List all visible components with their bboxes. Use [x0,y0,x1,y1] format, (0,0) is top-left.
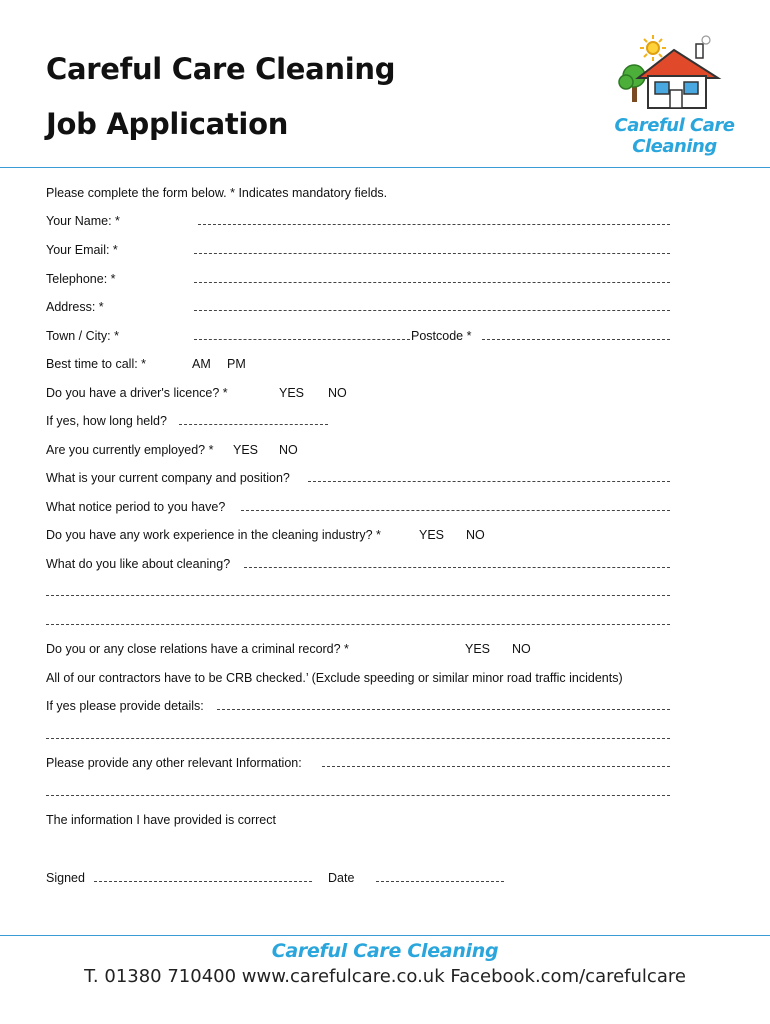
best-time-row [46,355,670,373]
best-time-am-option[interactable]: AM [192,357,211,371]
notice-label: What notice period to you have? [46,500,226,514]
logo-text-line1: Careful Care [614,115,735,136]
experience-yes-option[interactable]: YES [419,528,445,542]
postcode-field[interactable] [482,339,670,340]
other-info-continuation [46,783,670,801]
details-row [46,697,670,715]
form-intro: Please complete the form below. * Indicates mandatory fields. [46,186,388,200]
declaration-row [46,811,670,829]
signature-field[interactable] [94,881,312,882]
name-row [46,212,670,230]
declaration: The information I have provided is correct [46,813,276,827]
signed-label: Signed [46,871,85,885]
logo-text-line2: Cleaning [632,136,717,157]
criminal-yes-option[interactable]: YES [465,642,491,656]
date-label: Date [328,871,355,885]
employed-row [46,441,670,459]
criminal-label: Do you or any close relations have a criminal record? * [46,642,349,656]
footer-brand: Careful Care Cleaning [271,940,499,962]
details-label: If yes please provide details: [46,699,204,713]
experience-label: Do you have any work experience in the cleaning industry? * [46,528,381,542]
page-title: Careful Care Cleaning [46,52,396,86]
name-label: Your Name: * [46,214,120,228]
crb-note: All of our contractors have to be CRB checked.’ (Exclude speeding or similar minor road traffic incidents) [46,671,623,685]
criminal-row [46,640,670,658]
crb-note-row [46,669,670,687]
like-continuation-1 [46,583,670,601]
criminal-no-option[interactable]: NO [512,642,531,656]
page-subtitle: Job Application [46,107,289,141]
address-row [46,298,670,316]
town-label: Town / City: * [46,329,119,343]
company-field[interactable] [308,481,670,482]
town-row [46,327,670,345]
like-field-line-3[interactable] [46,624,670,625]
email-field[interactable] [194,253,670,254]
licence-duration-row [46,412,670,430]
signature-row [46,869,670,887]
details-field[interactable] [217,709,670,710]
like-continuation-2 [46,612,670,630]
notice-field[interactable] [241,510,670,511]
email-label: Your Email: * [46,243,118,257]
experience-row [46,526,670,544]
employed-yes-option[interactable]: YES [233,443,259,457]
best-time-label: Best time to call: * [46,357,147,371]
address-field[interactable] [194,310,670,311]
other-info-field[interactable] [322,766,670,767]
date-field[interactable] [376,881,504,882]
notice-row [46,498,670,516]
like-row [46,555,670,573]
like-field[interactable] [244,567,670,568]
town-field[interactable] [194,339,410,340]
postcode-label: Postcode * [411,329,472,343]
footer-divider [0,935,770,936]
licence-duration-field[interactable] [179,424,328,425]
footer-contact: T. 01380 710400 www.carefulcare.co.uk Facebook.com/carefulcare [84,966,686,987]
telephone-label: Telephone: * [46,272,116,286]
licence-row [46,384,670,402]
employed-label: Are you currently employed? * [46,443,214,457]
telephone-field[interactable] [194,282,670,283]
other-info-row [46,754,670,772]
company-row [46,469,670,487]
best-time-pm-option[interactable]: PM [227,357,246,371]
experience-no-option[interactable]: NO [466,528,485,542]
tree-icon [619,65,645,102]
email-row [46,241,670,259]
other-info-field-line-2[interactable] [46,795,670,796]
sun-icon [640,35,666,61]
details-field-line-2[interactable] [46,738,670,739]
like-field-line-2[interactable] [46,595,670,596]
company-label: What is your current company and position? [46,471,290,485]
details-continuation [46,726,670,744]
telephone-row [46,270,670,288]
header-divider [0,167,770,168]
licence-yes-option[interactable]: YES [279,386,305,400]
licence-no-option[interactable]: NO [328,386,347,400]
address-label: Address: * [46,300,104,314]
other-info-label: Please provide any other relevant Information: [46,756,302,770]
employed-no-option[interactable]: NO [279,443,298,457]
licence-label: Do you have a driver's licence? * [46,386,228,400]
licence-duration-label: If yes, how long held? [46,414,167,428]
like-label: What do you like about cleaning? [46,557,231,571]
name-field[interactable] [198,224,670,225]
